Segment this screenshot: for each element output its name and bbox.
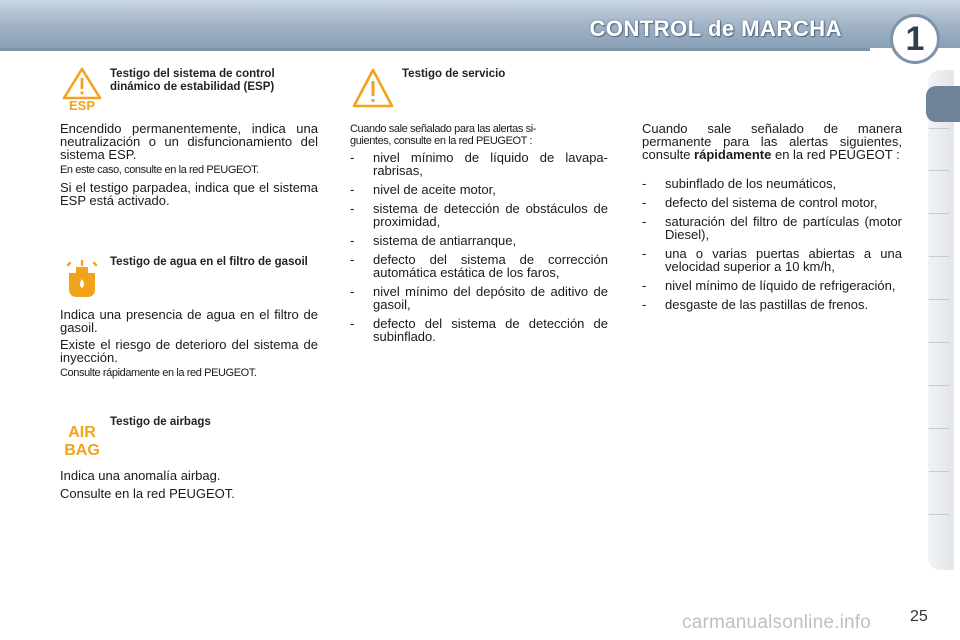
service-permanent-intro: Cuando sale señalado de manera permanente para las alertas siguientes, consulte rápidamente en la red PEUGEOT : bbox=[642, 121, 902, 162]
page-title: CONTROL de MARCHA bbox=[589, 16, 842, 41]
page-number: 25 bbox=[910, 608, 928, 625]
rail-divider bbox=[929, 213, 949, 214]
rail-divider bbox=[929, 385, 949, 386]
water-heading: Testigo de agua en el filtro de gasoil bbox=[110, 256, 308, 268]
esp-heading: Testigo del sistema de control dinámico de estabilidad (ESP) bbox=[110, 68, 275, 93]
esp-paragraph-1: Encendido permanentemente, indica una neutralización o un disfuncionamiento del sistema ESP. bbox=[60, 121, 318, 162]
list-item: - saturación del filtro de partículas (motor Diesel), bbox=[642, 214, 902, 242]
list-item: - defecto del sistema de control motor, bbox=[642, 195, 878, 210]
rail-divider bbox=[929, 471, 949, 472]
airbag-icon-text-top: AIR bbox=[68, 424, 96, 441]
service-warning-icon bbox=[350, 66, 396, 117]
rail-divider bbox=[929, 428, 949, 429]
list-item: - subinflado de los neumáticos, bbox=[642, 176, 837, 191]
list-item: - nivel mínimo de líquido de lavaparabrisas, bbox=[350, 150, 608, 178]
list-item: - defecto del sistema de detección de subinflado. bbox=[350, 316, 608, 344]
rail-divider bbox=[929, 170, 949, 171]
service-intro-line-1: Cuando sale señalado para las alertas si- bbox=[350, 123, 536, 135]
side-chapter-rail bbox=[928, 70, 954, 570]
list-item: - nivel mínimo del depósito de aditivo de gasoil, bbox=[350, 284, 608, 312]
watermark: carmanualsonline.info bbox=[682, 612, 872, 633]
list-item: - una o varias puertas abiertas a una velocidad superior a 10 km/h, bbox=[642, 246, 902, 274]
service-intro-line-2: guientes, consulte en la red PEUGEOT : bbox=[350, 135, 533, 147]
chapter-tab-active[interactable] bbox=[926, 86, 960, 122]
list-item: - defecto del sistema de corrección automática estática de los faros, bbox=[350, 252, 608, 280]
list-item: - sistema de detección de obstáculos de proximidad, bbox=[350, 201, 608, 229]
service-permanent-list bbox=[642, 177, 902, 317]
esp-warning-icon bbox=[60, 66, 104, 117]
esp-note: En este caso, consulte en la red PEUGEOT. bbox=[60, 164, 259, 176]
airbag-icon-text-bottom: BAG bbox=[64, 442, 100, 458]
list-item: - nivel mínimo de líquido de refrigeración, bbox=[642, 278, 896, 293]
rail-divider bbox=[929, 299, 949, 300]
airbag-paragraph-2: Consulte en la red PEUGEOT. bbox=[60, 486, 235, 501]
list-item: - nivel de aceite motor, bbox=[350, 182, 496, 197]
rail-divider bbox=[929, 514, 949, 515]
service-heading: Testigo de servicio bbox=[402, 68, 506, 80]
airbag-heading: Testigo de airbags bbox=[110, 416, 211, 428]
svg-text:ESP: ESP bbox=[68, 98, 96, 112]
rail-divider bbox=[929, 128, 949, 129]
airbag-icon bbox=[62, 422, 102, 463]
list-item: - sistema de antiarranque, bbox=[350, 233, 517, 248]
airbag-paragraph-1: Indica una anomalía airbag. bbox=[60, 468, 221, 483]
rail-divider bbox=[929, 342, 949, 343]
esp-paragraph-2: Si el testigo parpadea, indica que el sistema ESP está activado. bbox=[60, 180, 318, 208]
service-alert-list bbox=[350, 151, 608, 349]
chapter-number: 1 bbox=[890, 14, 940, 64]
list-item: - desgaste de las pastillas de frenos. bbox=[642, 297, 869, 312]
water-paragraph-1: Indica una presencia de agua en el filtro de gasoil. bbox=[60, 307, 318, 335]
water-paragraph-2: Existe el riesgo de deterioro del sistema de inyección. bbox=[60, 337, 318, 365]
rail-divider bbox=[929, 256, 949, 257]
water-note: Consulte rápidamente en la red PEUGEOT. bbox=[60, 367, 257, 379]
header-rule bbox=[0, 48, 870, 51]
water-in-diesel-filter-icon bbox=[62, 259, 102, 306]
